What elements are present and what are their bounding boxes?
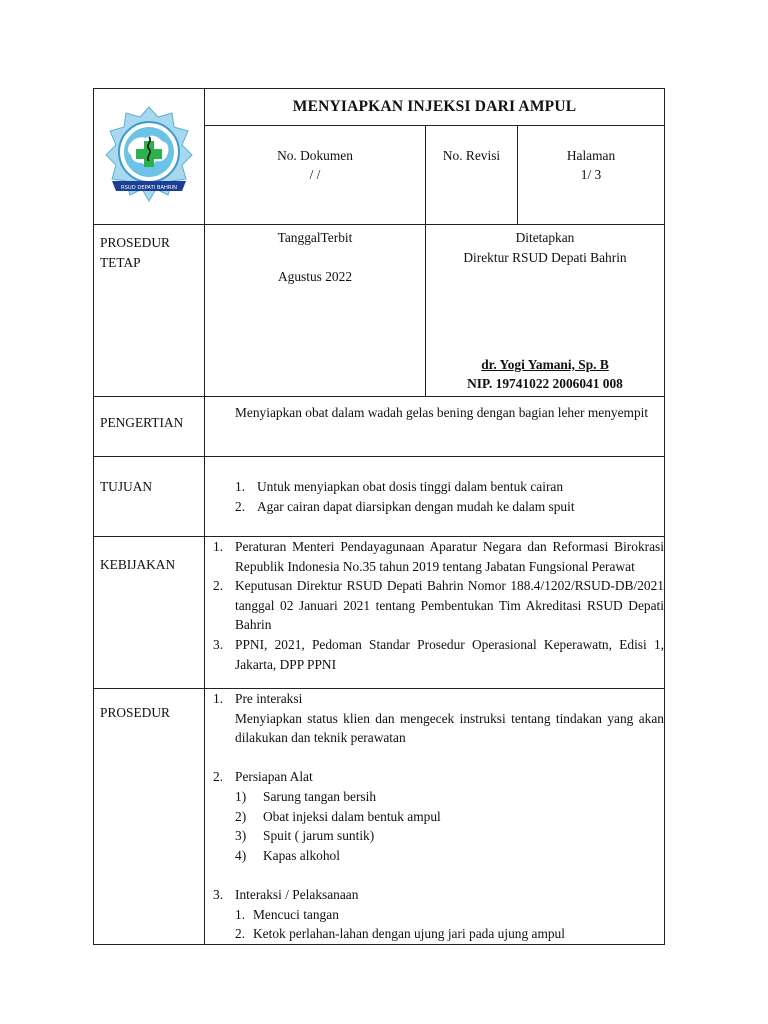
step-text: Menyiapkan status klien dan mengecek instruksi tentang tindakan yang akan dilakukan dan teknik perawatan bbox=[235, 710, 664, 746]
kebijakan-list bbox=[205, 537, 664, 674]
logo-cell bbox=[94, 89, 205, 225]
list-item: 2) Obat injeksi dalam bentuk ampul bbox=[235, 808, 441, 824]
list-item: 4) Kapas alkohol bbox=[235, 847, 340, 863]
pengertian-content: Menyiapkan obat dalam wadah gelas bening dengan bagian leher menyempit bbox=[235, 405, 649, 420]
list-item: 2. Ketok perlahan-lahan dengan ujung jari pada ujung ampul bbox=[235, 926, 565, 942]
prosedur-tetap-label-line2: TETAP bbox=[100, 255, 141, 270]
halaman-label: Halaman bbox=[566, 148, 616, 163]
list-item: 1) Sarung tangan bersih bbox=[235, 788, 377, 804]
tujuan-label: TUJUAN bbox=[94, 457, 205, 537]
step-title: Persiapan Alat bbox=[235, 769, 313, 785]
tujuan-cell bbox=[205, 457, 665, 537]
list-item: 1. Untuk menyiapkan obat dosis tinggi dalam bentuk cairan bbox=[235, 479, 564, 494]
prosedur-step-2: 2. Persiapan Alat 1) Sarung tangan bersih 2) Obat injeksi dalam bentuk ampul 3) Spuit ( jarum suntik) 4) Kapas alkohol bbox=[205, 767, 664, 865]
list-item: 2. Agar cairan dapat diarsipkan dengan mudah ke dalam spuit bbox=[235, 498, 575, 514]
no-revisi-cell bbox=[426, 126, 518, 225]
spacer bbox=[205, 865, 664, 885]
list-item: 2. Keputusan Direktur RSUD Depati Bahrin Nomor 188.4/1202/RSUD-DB/2021 tanggal 02 Januari 2021 tentang Pembentukan Tim Akreditasi RSUD Depati Bahrin bbox=[213, 578, 664, 633]
prosedur-step-1: 1. Pre interaksi Menyiapkan status klien dan mengecek instruksi tentang tindakan yang akan dilakukan dan teknik perawatan bbox=[205, 689, 664, 748]
ditetapkan-cell bbox=[426, 225, 665, 397]
document-title: MENYIAPKAN INJEKSI DARI AMPUL bbox=[205, 89, 665, 126]
list-item: 1. Peraturan Menteri Pendayagunaan Aparatur Negara dan Reformasi Birokrasi Republik Indonesia No.35 tahun 2019 tentang Jabatan Fungsional Perawat bbox=[213, 539, 664, 574]
no-dokumen-label: No. Dokumen bbox=[277, 148, 353, 163]
logo-banner-text: RSUD DEPATI BAHRIN bbox=[121, 184, 177, 191]
tujuan-list bbox=[205, 477, 664, 516]
prosedur-cell bbox=[205, 689, 665, 945]
no-dokumen-value: / / bbox=[309, 167, 321, 182]
no-revisi-label: No. Revisi bbox=[442, 148, 501, 163]
prosedur-tetap-label bbox=[94, 225, 205, 397]
signatory-nip: NIP. 19741022 2006041 008 bbox=[467, 376, 623, 392]
list-item: 3. PPNI, 2021, Pedoman Standar Prosedur Operasional Keperawatn, Edisi 1, Jakarta, DPP PPNI bbox=[213, 636, 664, 672]
hospital-logo bbox=[102, 105, 196, 205]
prosedur-label: PROSEDUR bbox=[94, 689, 205, 945]
ditetapkan-jabatan: Direktur RSUD Depati Bahrin bbox=[463, 249, 627, 265]
pengertian-label: PENGERTIAN bbox=[94, 397, 205, 457]
step-title: Interaksi / Pelaksanaan bbox=[235, 886, 359, 902]
prosedur-list bbox=[205, 689, 664, 944]
no-dokumen-cell bbox=[205, 126, 426, 225]
tanggal-terbit-value: Agustus 2022 bbox=[277, 269, 353, 285]
pelaksanaan-list bbox=[235, 905, 664, 944]
signatory-name: dr. Yogi Yamani, Sp. B bbox=[481, 356, 609, 372]
prosedur-step-3: 3. Interaksi / Pelaksanaan 1. Mencuci tangan 2. Ketok perlahan-lahan dengan ujung jari pada ujung ampul bbox=[205, 885, 664, 944]
kebijakan-label: KEBIJAKAN bbox=[94, 537, 205, 689]
halaman-cell bbox=[518, 126, 665, 225]
sop-table bbox=[93, 88, 665, 945]
pengertian-text bbox=[205, 397, 665, 457]
sop-document bbox=[93, 88, 664, 945]
prosedur-tetap-label-line1: PROSEDUR bbox=[100, 235, 170, 250]
spacer bbox=[205, 748, 664, 768]
alat-list bbox=[235, 787, 664, 865]
ditetapkan-label: Ditetapkan bbox=[515, 230, 575, 245]
list-item: 1. Mencuci tangan bbox=[235, 906, 339, 922]
halaman-value: 1/ 3 bbox=[580, 167, 602, 182]
list-item: 3) Spuit ( jarum suntik) bbox=[235, 828, 375, 844]
tanggal-terbit-cell bbox=[205, 225, 426, 397]
step-title: Pre interaksi bbox=[235, 691, 303, 706]
tanggal-terbit-label: TanggalTerbit bbox=[277, 230, 353, 245]
kebijakan-cell bbox=[205, 537, 665, 689]
